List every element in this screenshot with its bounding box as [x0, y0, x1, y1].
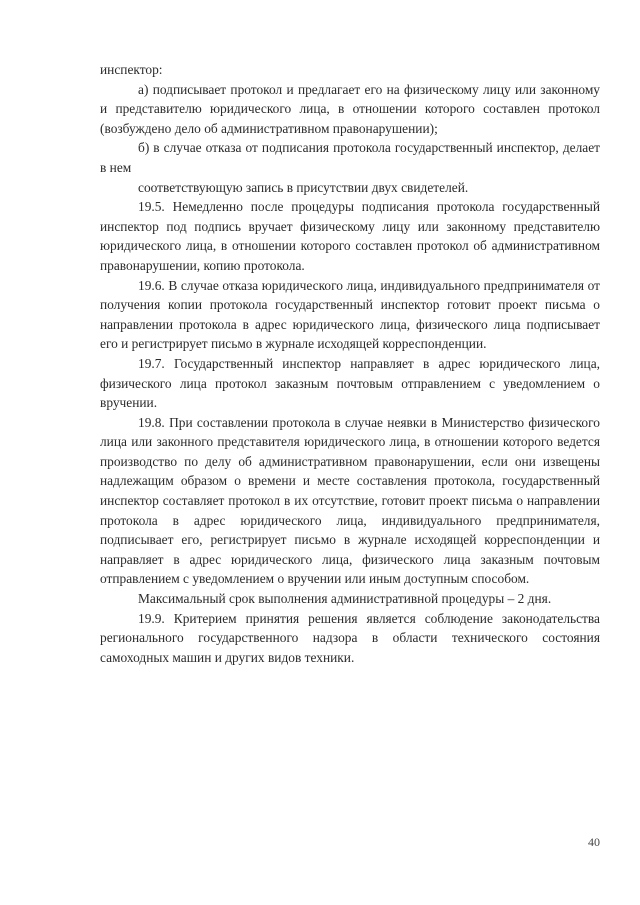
paragraph-19-9: 19.9. Критерием принятия решения является соблюдение законодательства регионального государственного надзора в области технического состояния самоходных машин и других видов техники.: [100, 610, 600, 665]
paragraph-19-5: 19.5. Немедленно после процедуры подписания протокола государственный инспектор под подпись вручает физическому лицу или законному представителю юридического лица, в отношении которого составлен протокол об административном правонарушении, копию протокола.: [100, 199, 600, 273]
paragraph-19-7: 19.7. Государственный инспектор направляет в адрес юридического лица, физического лица протокол заказным почтовым отправлением с уведомлением о вручении.: [100, 355, 600, 411]
paragraph-item-b-continuation: соответствующую запись в присутствии двух свидетелей.: [138, 179, 469, 195]
paragraph-19-6: 19.6. В случае отказа юридического лица, индивидуального предпринимателя от получения копии протокола государственный инспектор готовит проект письма о направлении протокола в адрес юридического лица, физического лица подписывает его и регистрирует письмо в журнале исходящей корреспонденции.: [100, 277, 600, 352]
paragraph-max-term: Максимальный срок выполнения административной процедуры – 2 дня.: [138, 591, 552, 607]
page-number: 40: [588, 835, 600, 849]
paragraph-item-a: а) подписывает протокол и предлагает его на физическому лицу или законному и представителю юридического лица, в отношении которого составлен протокол (возбуждено дело об административном правонарушении);: [100, 81, 600, 136]
paragraph-19-8: 19.8. При составлении протокола в случае неявки в Министерство физического лица или законного представителя юридического лица, в отношении которого ведется производство по делу об административном правонарушении, если они извещены надлежащим образом о времени и месте составления протокола, государственный инспектор составляет протокол в их отсутствие, готовит проект письма о направлении протокола в адрес юридического лица, индивидуального предпринимателя, подписывает его, регистрирует письмо в журнале исходящей корреспонденции и направляет в адрес юридического лица, физического лица заказным почтовым отправлением с уведомлением о вручении или иным доступным способом.: [100, 414, 600, 587]
paragraph-item-b: б) в случае отказа от подписания протокола государственный инспектор, делает в нем: [100, 140, 600, 175]
paragraph-inspector-continuation: инспектор:: [100, 62, 163, 77]
